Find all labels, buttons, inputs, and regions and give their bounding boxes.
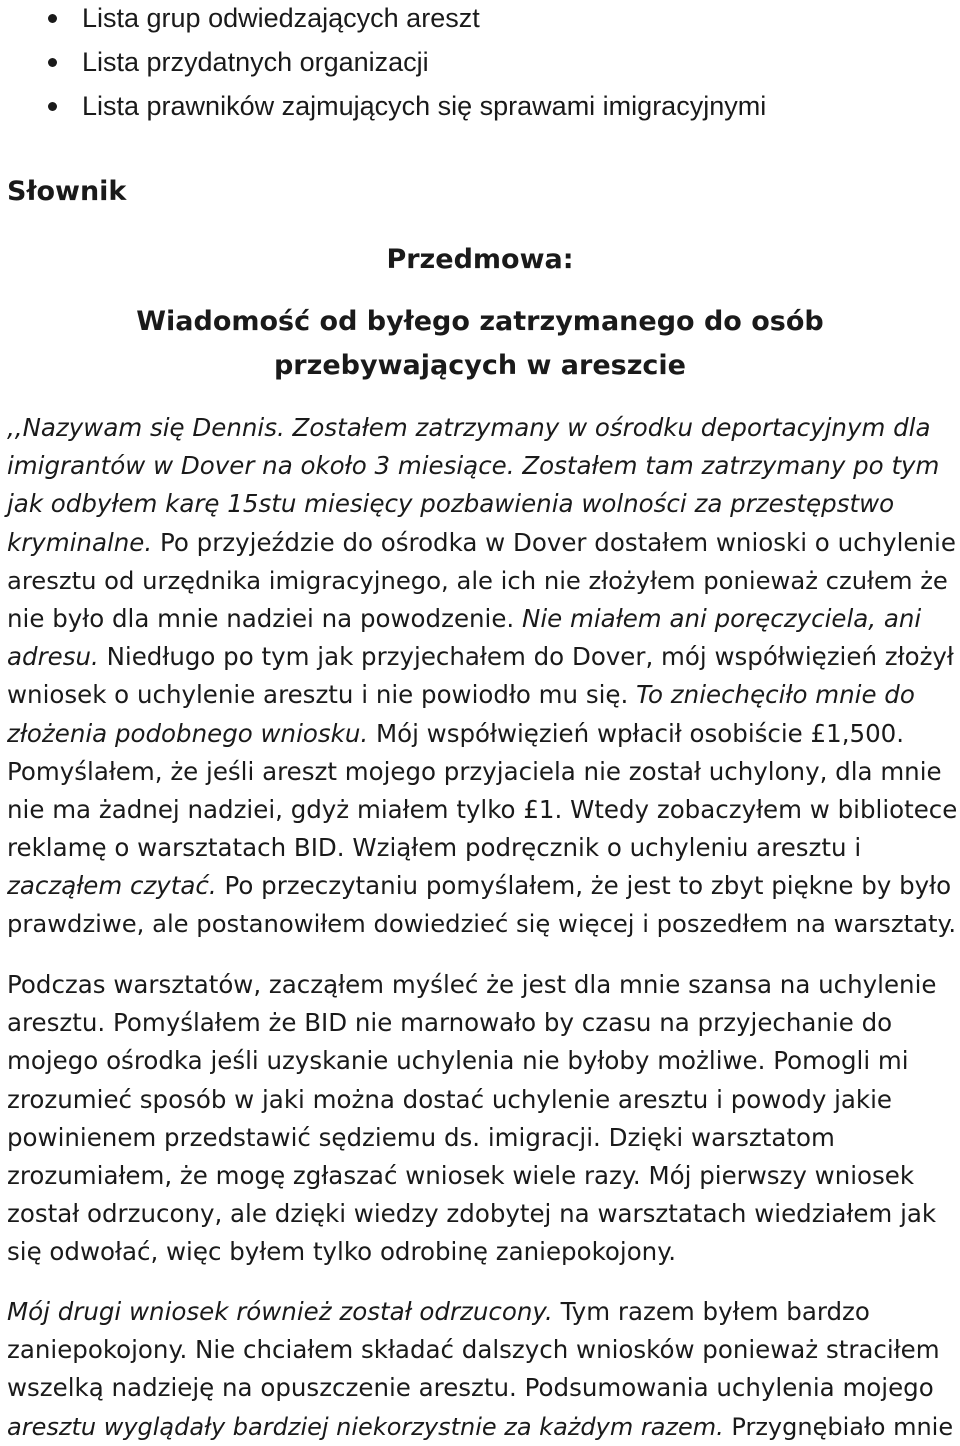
text-run: aresztu od urzędnika imigracyjnego, ale ich nie złożyłem ponieważ czułem że [7, 565, 948, 595]
paragraph-line [7, 638, 957, 676]
paragraph-line [7, 1408, 957, 1446]
text-run: Po przeczytaniu pomyślałem, że jest to zbyt piękne by było [224, 871, 952, 901]
paragraph-line [7, 1293, 957, 1331]
italic-text-run: adresu. [7, 642, 107, 672]
testimony-paragraph-2 [7, 966, 957, 1272]
text-run: nie było dla mnie nadziei na powodzenie. [7, 603, 523, 633]
list-item [0, 0, 960, 40]
paragraph-line [7, 600, 957, 638]
italic-text-run: imigrantów w Dover na około 3 miesiące. Zostałem tam zatrzymany po tym [7, 451, 940, 481]
text-run: Podsumowania uchylenia mojego [524, 1373, 934, 1403]
list-item-text: Lista przydatnych organizacji [82, 47, 429, 77]
text-run: Dzięki warsztatom [608, 1122, 835, 1152]
text-run: wniosek o uchylenie aresztu i nie powiodło mu się. [7, 680, 637, 710]
paragraph-line [7, 562, 957, 600]
paragraph-line [7, 676, 957, 714]
paragraph-line [7, 1369, 957, 1407]
bullet-icon [48, 102, 57, 111]
text-run: mojego ośrodka jeśli uzyskanie uchylenia nie byłoby możliwe. [7, 1046, 774, 1076]
text-run: Pomyślałem że BID nie marnowało by czasu na przyjechanie do [112, 1008, 893, 1038]
text-run: nie ma żadnej nadziei, gdyż miałem tylko £1. [7, 794, 571, 824]
italic-text-run: złożenia podobnego wniosku. [7, 718, 376, 748]
paragraph-line [7, 1081, 957, 1119]
paragraph-line [7, 966, 957, 1004]
paragraph-line [7, 447, 957, 485]
glossary-heading: Słownik [7, 176, 127, 207]
text-run: Pomyślałem, że jeśli areszt mojego przyjaciela nie został uchylony, dla mnie [7, 756, 942, 786]
italic-text-run: aresztu wyglądały bardziej niekorzystnie za każdym razem. [7, 1412, 732, 1441]
paragraph-line [7, 753, 957, 791]
paragraph-line [7, 715, 957, 753]
bullet-icon [48, 14, 57, 23]
text-run: Tym razem byłem bardzo [560, 1297, 870, 1326]
paragraph-line [7, 524, 957, 562]
list-item-text: Lista grup odwiedzających areszt [82, 3, 480, 33]
list-item [0, 40, 960, 84]
text-run: Przygnębiało mnie [731, 1412, 954, 1441]
text-run: zrozumieć sposób w jaki można dostać uchylenie aresztu i powody jakie [7, 1084, 892, 1114]
italic-text-run: zacząłem czytać. [7, 871, 225, 901]
testimony-paragraph-3 [7, 1293, 957, 1446]
text-run: Mój współwięzień wpłacił osobiście £1,500. [375, 718, 905, 748]
text-run: aresztu. [7, 1008, 113, 1038]
text-run: powinienem przedstawić sędziemu ds. imigracji. [7, 1122, 609, 1152]
list-item-text: Lista prawników zajmujących się sprawami imigracyjnymi [82, 91, 767, 121]
text-run: Niedługo po tym jak przyjechałem do Dover, mój współwięzień złożył [106, 642, 954, 672]
paragraph-line [7, 829, 957, 867]
text-run: Podczas warsztatów, zacząłem myśleć że jest dla mnie szansa na uchylenie [7, 970, 937, 999]
italic-text-run: To zniechęciło mnie do [636, 680, 915, 710]
subtitle-line: przebywających w areszcie [273, 350, 686, 381]
text-run: został odrzucony, ale dzięki wiedzy zdobytej na warsztatach wiedziałem jak [7, 1199, 937, 1229]
text-run: Mój pierwszy wniosek [648, 1160, 915, 1190]
text-run: się odwołać, więc byłem tylko odrobinę zaniepokojony. [7, 1237, 677, 1267]
paragraph-line [7, 1331, 957, 1369]
paragraph-line [7, 1195, 957, 1233]
text-run: zrozumiałem, że mogę zgłaszać wniosek wiele razy. [7, 1160, 649, 1190]
text-run: Nie chciałem składać dalszych wniosków ponieważ straciłem [195, 1335, 940, 1365]
paragraph-line [7, 905, 957, 943]
paragraph-line [7, 1157, 957, 1195]
text-run: Wtedy zobaczyłem w bibliotece [570, 794, 958, 824]
foreword-heading: Przedmowa: [386, 244, 574, 275]
bullet-icon [48, 58, 57, 67]
italic-text-run: jak odbyłem karę 15stu miesięcy pozbawienia wolności za przestępstwo [7, 489, 895, 519]
paragraph-line [7, 791, 957, 829]
subtitle-line: Wiadomość od byłego zatrzymanego do osób [136, 306, 824, 337]
italic-text-run: ,,Nazywam się Dennis. Zostałem zatrzymany w ośrodku deportacyjnym dla [7, 413, 931, 442]
italic-text-run: kryminalne. [7, 527, 160, 557]
paragraph-line [7, 1119, 957, 1157]
text-run: Pomogli mi [773, 1046, 909, 1076]
list-item [0, 84, 960, 128]
text-run: wszelką nadzieję na opuszczenie aresztu. [7, 1373, 525, 1403]
text-run: prawdziwe, ale postanowiłem dowiedzieć się więcej i poszedłem na warsztaty. [7, 909, 957, 939]
foreword-subtitle [0, 300, 960, 388]
text-run: Po przyjeździe do ośrodka w Dover dostałem wnioski o uchylenie [159, 527, 956, 557]
paragraph-line [7, 409, 957, 447]
paragraph-line [7, 1004, 957, 1042]
text-run: reklamę o warsztatach BID. Wziąłem podręcznik o uchyleniu aresztu i [7, 833, 862, 863]
italic-text-run: Nie miałem ani poręczyciela, ani [522, 603, 922, 633]
paragraph-line [7, 1233, 957, 1271]
paragraph-line [7, 1042, 957, 1080]
text-run: zaniepokojony. [7, 1335, 196, 1365]
paragraph-line [7, 867, 957, 905]
italic-text-run: Mój drugi wniosek również został odrzucony. [7, 1297, 561, 1326]
resource-list [0, 0, 960, 128]
testimony-paragraph-1 [7, 409, 957, 944]
paragraph-line [7, 485, 957, 523]
